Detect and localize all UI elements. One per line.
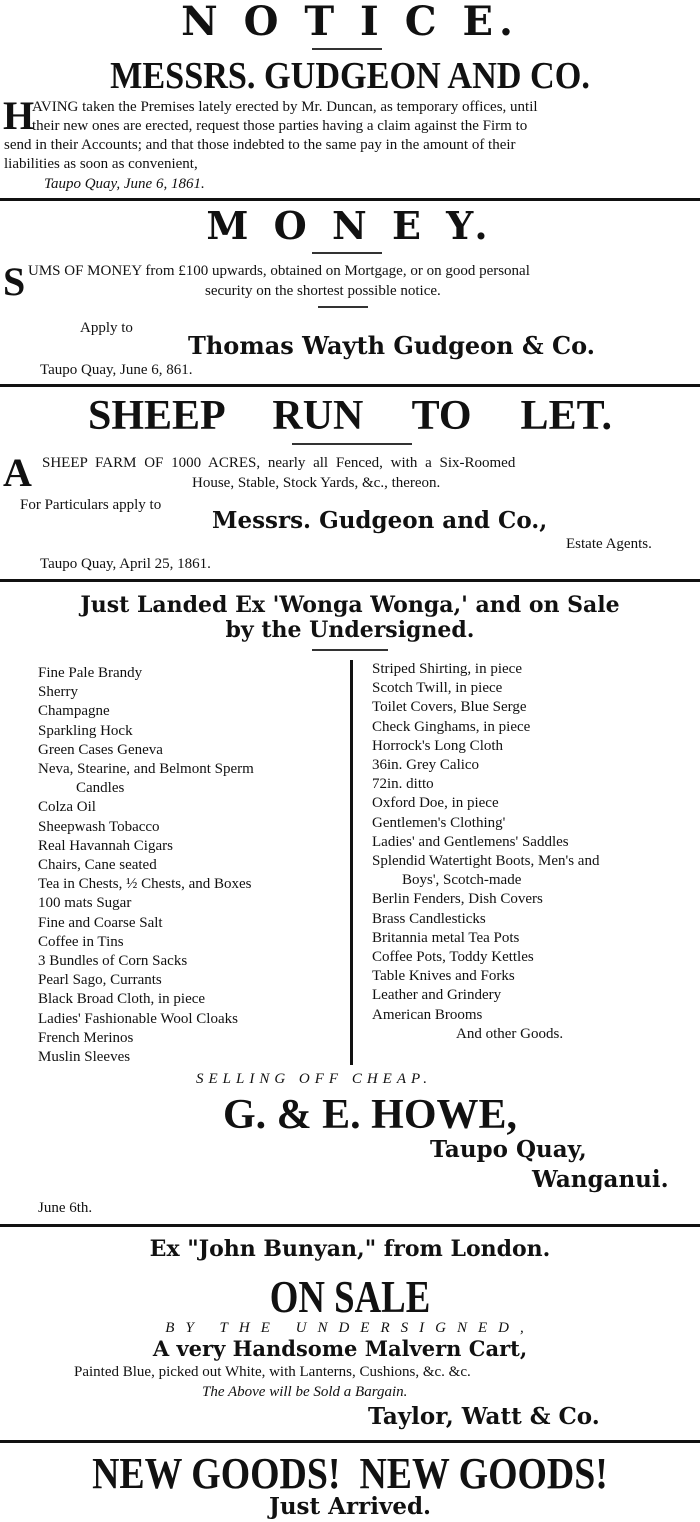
list-item: Real Havannah Cigars [38, 837, 173, 854]
notice-dropcap: H [3, 93, 35, 138]
money-short-rule [318, 306, 368, 308]
list-item: Muslin Sleeves [38, 1049, 131, 1066]
bunyan-item: A very Handsome Malvern Cart, [152, 1336, 528, 1361]
list-item: Table Knives and Forks [372, 968, 515, 985]
list-item: Toilet Covers, Blue Serge [372, 699, 527, 716]
sheep-firm: Messrs. Gudgeon and Co., [212, 507, 548, 534]
newgoods-sub: Just Arrived. [268, 1493, 432, 1520]
list-item: Scotch Twill, in piece [372, 680, 503, 697]
notice-dateline: Taupo Quay, June 6, 1861. [44, 176, 205, 192]
rule-2 [0, 384, 700, 387]
sheep-role: Estate Agents. [566, 536, 652, 552]
list-item: Ladies' Fashionable Wool Cloaks [38, 1010, 238, 1027]
onsale-heading: ON SALE [269, 1271, 431, 1322]
list-item: Coffee Pots, Toddy Kettles [372, 949, 534, 966]
list-item: Sheepwash Tobacco [38, 818, 160, 835]
list-item: Oxford Doe, in piece [372, 795, 499, 812]
list-item: Green Cases Geneva [38, 741, 163, 758]
bunyan-heading: Ex "John Bunyan," from London. [149, 1236, 551, 1262]
money-line-2: security on the shortest possible notice. [205, 283, 441, 299]
sheep-heading: SHEEP RUN TO LET. [88, 393, 612, 439]
list-item: American Brooms [372, 1006, 483, 1023]
column-divider [350, 660, 353, 1065]
right-goods-list [372, 660, 698, 1044]
money-heading: M O N E Y. [206, 203, 494, 248]
howe-address-2: Wanganui. [532, 1166, 669, 1193]
list-item: Tea in Chests, ½ Chests, and Boxes [38, 876, 252, 893]
list-item: 72in. ditto [372, 776, 434, 793]
list-item: Black Broad Cloth, in piece [38, 991, 206, 1008]
list-item: Britannia metal Tea Pots [372, 929, 520, 946]
list-item: And other Goods. [456, 1025, 564, 1042]
list-item: 36in. Grey Calico [372, 757, 480, 774]
list-item: 100 mats Sugar [38, 895, 132, 912]
rule-3 [0, 579, 700, 582]
list-item: Leather and Grindery [372, 987, 502, 1004]
money-line-1: UMS OF MONEY from £100 upwards, obtained on Mortgage, or on good personal [28, 263, 530, 279]
notice-line-2: their new ones are erected, request those parties having a claim against the Firm to [32, 118, 528, 134]
money-divider [312, 252, 382, 254]
newgoods-heading: NEW GOODS! NEW GOODS! [92, 1449, 608, 1498]
landed-heading-2: by the Undersigned. [225, 617, 475, 643]
notice-line-4: liabilities as soon as convenient, [4, 156, 198, 172]
sheep-divider [292, 443, 412, 445]
money-apply: Apply to [80, 320, 133, 336]
list-item: Champagne [38, 703, 110, 720]
howe-address-1: Taupo Quay, [430, 1136, 587, 1163]
list-item: Neva, Stearine, and Belmont Sperm [38, 761, 254, 778]
notice-heading: N O T I C E. [181, 0, 519, 45]
landed-heading-1: Just Landed Ex 'Wonga Wonga,' and on Sale [80, 592, 620, 618]
sheep-line-2: House, Stable, Stock Yards, &c., thereon. [192, 475, 441, 491]
sheep-dropcap: A [3, 450, 32, 495]
list-item: Coffee in Tins [38, 933, 124, 950]
howe-firm: G. & E. HOWE, [222, 1092, 518, 1138]
money-dateline: Taupo Quay, June 6, 861. [40, 362, 193, 378]
money-dropcap: S [3, 259, 26, 304]
list-item: Berlin Fenders, Dish Covers [372, 891, 543, 908]
list-item: Sparkling Hock [38, 722, 133, 739]
list-item: Splendid Watertight Boots, Men's and [372, 853, 600, 870]
list-item: French Merinos [38, 1029, 134, 1046]
list-item: Chairs, Cane seated [38, 857, 157, 874]
list-item: Check Ginghams, in piece [372, 718, 531, 735]
list-item: Pearl Sago, Currants [38, 972, 162, 989]
bunyan-firm: Taylor, Watt & Co. [368, 1403, 600, 1430]
money-firm: Thomas Wayth Gudgeon & Co. [188, 331, 596, 360]
list-item: Fine and Coarse Salt [38, 914, 163, 931]
rule-1 [0, 198, 700, 201]
notice-line-3: send in their Accounts; and that those indebted to the same pay in the amount of their [4, 137, 516, 153]
list-item: Brass Candlesticks [372, 910, 486, 927]
list-item: Boys', Scotch-made [402, 872, 522, 889]
notice-firm: MESSRS. GUDGEON AND CO. [110, 55, 590, 97]
list-item: Striped Shirting, in piece [372, 661, 522, 677]
left-goods-list [38, 664, 343, 1067]
sheep-apply: For Particulars apply to [20, 497, 162, 513]
sheep-dateline: Taupo Quay, April 25, 1861. [40, 556, 211, 572]
selling-off-cheap: SELLING OFF CHEAP. [196, 1071, 432, 1087]
list-item: Sherry [38, 684, 78, 701]
landed-divider [312, 649, 388, 651]
list-item: Fine Pale Brandy [38, 665, 143, 681]
list-item: Colza Oil [38, 799, 96, 816]
rule-4 [0, 1224, 700, 1227]
list-item: Horrock's Long Cloth [372, 737, 504, 754]
bunyan-desc: Painted Blue, picked out White, with Lanterns, Cushions, &c. &c. [74, 1364, 471, 1380]
howe-date: June 6th. [38, 1200, 93, 1216]
notice-line-1: AVING taken the Premises lately erected by Mr. Duncan, as temporary offices, until [32, 99, 538, 115]
bunyan-bargain: The Above will be Sold a Bargain. [202, 1384, 408, 1400]
list-item: 3 Bundles of Corn Sacks [38, 953, 188, 970]
list-item: Ladies' and Gentlemens' Saddles [372, 833, 569, 850]
bunyan-by: BY THE UNDERSIGNED, [165, 1320, 535, 1336]
list-item: Gentlemen's Clothing' [372, 814, 506, 831]
list-item: Candles [76, 780, 125, 797]
notice-divider [312, 48, 382, 50]
rule-5 [0, 1440, 700, 1443]
sheep-line-1: SHEEP FARM OF 1000 ACRES, nearly all Fenced, with a Six-Roomed [42, 455, 516, 471]
